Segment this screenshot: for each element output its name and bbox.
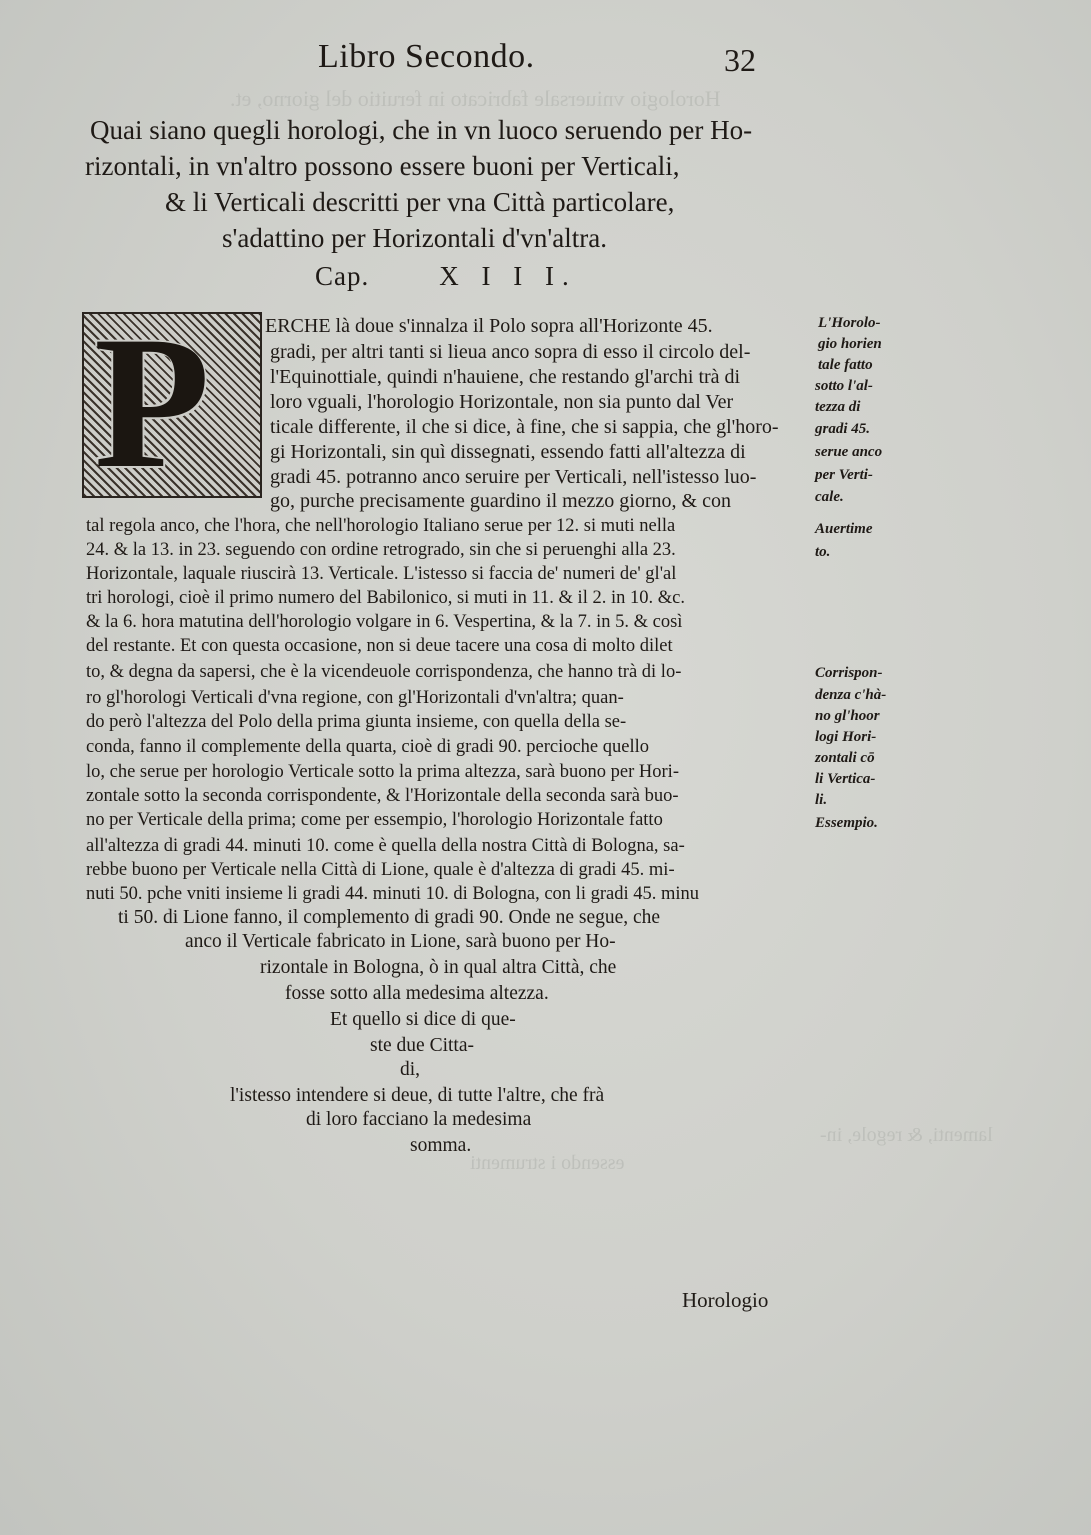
body-line: ticale differente, il che si dice, à fine, che si sappia, che gl'horo- [270,416,779,438]
margin-note: logi Hori- [815,729,877,745]
cap-roman-numeral: X I I I. [439,261,577,291]
initial-letter: P [94,298,211,508]
margin-note: Auertime [815,521,873,537]
chapter-number [315,258,577,294]
margin-note: L'Horolo- [818,315,881,331]
margin-note: serue anco [815,444,883,460]
margin-note: tezza di [815,399,861,415]
margin-note: per Verti- [815,467,873,483]
body-line: conda, fanno il complemente della quarta, cioè di gradi 90. percioche quello [86,737,650,757]
page-number: 32 [724,42,756,78]
body-line: di loro facciano la medesima [306,1109,532,1130]
body-line: zontale sotto la seconda corrispondente, & l'Horizontale della seconda sarà buo- [86,786,679,806]
body-line: lo, che serue per horologio Verticale sotto la prima altezza, sarà buono per Hori- [86,762,679,782]
body-line: ro gl'horologi Verticali d'vna regione, con gl'Horizontali d'vn'altra; quan- [86,688,624,708]
bleed-through-line: essendo i strumenti [470,1152,625,1174]
heading-line: s'adattino per Horizontali d'vn'altra. [222,223,607,253]
margin-note: denza c'hà- [815,687,887,703]
body-line: all'altezza di gradi 44. minuti 10. come è quella della nostra Città di Bologna, sa- [86,836,685,856]
decorated-initial [82,298,262,508]
body-line: ste due Citta- [370,1035,474,1056]
body-line: loro vguali, l'horologio Horizontale, non sia punto dal Ver [270,391,734,413]
body-line: gi Horizontali, sin quì dissegnati, essendo fatti all'altezza di [270,441,746,463]
body-line: & la 6. hora matutina dell'horologio volgare in 6. Vespertina, & la 7. in 5. & così [86,612,683,632]
body-line: l'istesso intendere si deue, di tutte l'altre, che frà [230,1085,605,1106]
margin-note: li Vertica- [815,771,876,787]
body-line: rebbe buono per Verticale nella Città di Lione, quale è d'altezza di gradi 45. mi- [86,860,675,880]
margin-note: sotto l'al- [815,378,873,394]
bleed-through-line: lamenti, & regole, in- [820,1124,993,1146]
heading-line: rizontali, in vn'altro possono essere buoni per Verticali, [85,151,680,181]
body-line: Et quello si dice di que- [330,1009,516,1030]
margin-note: li. [815,792,828,808]
running-head: Libro Secondo. [318,38,535,75]
heading-line: & li Verticali descritti per vna Città particolare, [165,187,675,217]
margin-note: tale fatto [818,357,873,373]
body-line: l'Equinottiale, quindi n'hauiene, che restando gl'archi trà di [270,366,741,388]
body-line: ti 50. di Lione fanno, il complemento di gradi 90. Onde ne segue, che [118,907,661,928]
heading-line: Quai siano quegli horologi, che in vn luoco seruendo per Ho- [90,115,753,145]
body-line: di, [400,1059,421,1080]
body-line: nuti 50. pche vniti insieme li gradi 44. minuti 10. di Bologna, con li gradi 45. minu [86,884,700,904]
body-line: gradi 45. potranno anco seruire per Verticali, nell'istesso luo- [270,466,757,488]
body-line: 24. & la 13. in 23. seguendo con ordine retrogrado, sin che si peruenghi alla 23. [86,540,676,560]
margin-note: zontali cō [815,750,875,766]
bleed-through-line: Horologio vniuersale fabricato in feruitio del giorno, et. [230,86,721,111]
body-line: somma. [410,1135,472,1156]
body-line: fosse sotto alla medesima altezza. [285,983,549,1004]
margin-note: Essempio. [815,815,878,831]
margin-note: to. [815,544,831,560]
body-line: gradi, per altri tanti si lieua anco sopra di esso il circolo del- [270,341,751,363]
body-line: no per Verticale della prima; come per essempio, l'horologio Horizontale fatto [86,810,663,830]
catchword: Horologio [682,1288,769,1312]
body-line: tri horologi, cioè il primo numero del Babilonico, si muti in 11. & il 2. in 10. &c. [86,588,685,608]
cap-label: Cap. [315,261,370,291]
margin-note: cale. [815,489,844,505]
body-line: anco il Verticale fabricato in Lione, sarà buono per Ho- [185,931,616,952]
margin-note: no gl'hoor [815,708,880,724]
body-line: del restante. Et con questa occasione, non si deue tacere una cosa di molto dilet [86,636,673,656]
body-line: ERCHE là doue s'innalza il Polo sopra all'Horizonte 45. [265,315,713,337]
body-line: tal regola anco, che l'hora, che nell'horologio Italiano serue per 12. si muti nella [86,516,676,536]
body-line: go, purche precisamente guardino il mezzo giorno, & con [270,490,731,512]
margin-note: gio horien [818,336,882,352]
body-line: to, & degna da sapersi, che è la vicendeuole corrispondenza, che hanno trà di lo- [86,662,682,682]
body-line: Horizontale, laquale riuscirà 13. Verticale. L'istesso si faccia de' numeri de' gl'al [86,564,677,584]
margin-note: gradi 45. [815,421,871,437]
body-line: rizontale in Bologna, ò in qual altra Città, che [260,957,617,978]
margin-note: Corrispon- [815,665,883,681]
body-line: do però l'altezza del Polo della prima giunta insieme, con quella della se- [86,712,627,732]
